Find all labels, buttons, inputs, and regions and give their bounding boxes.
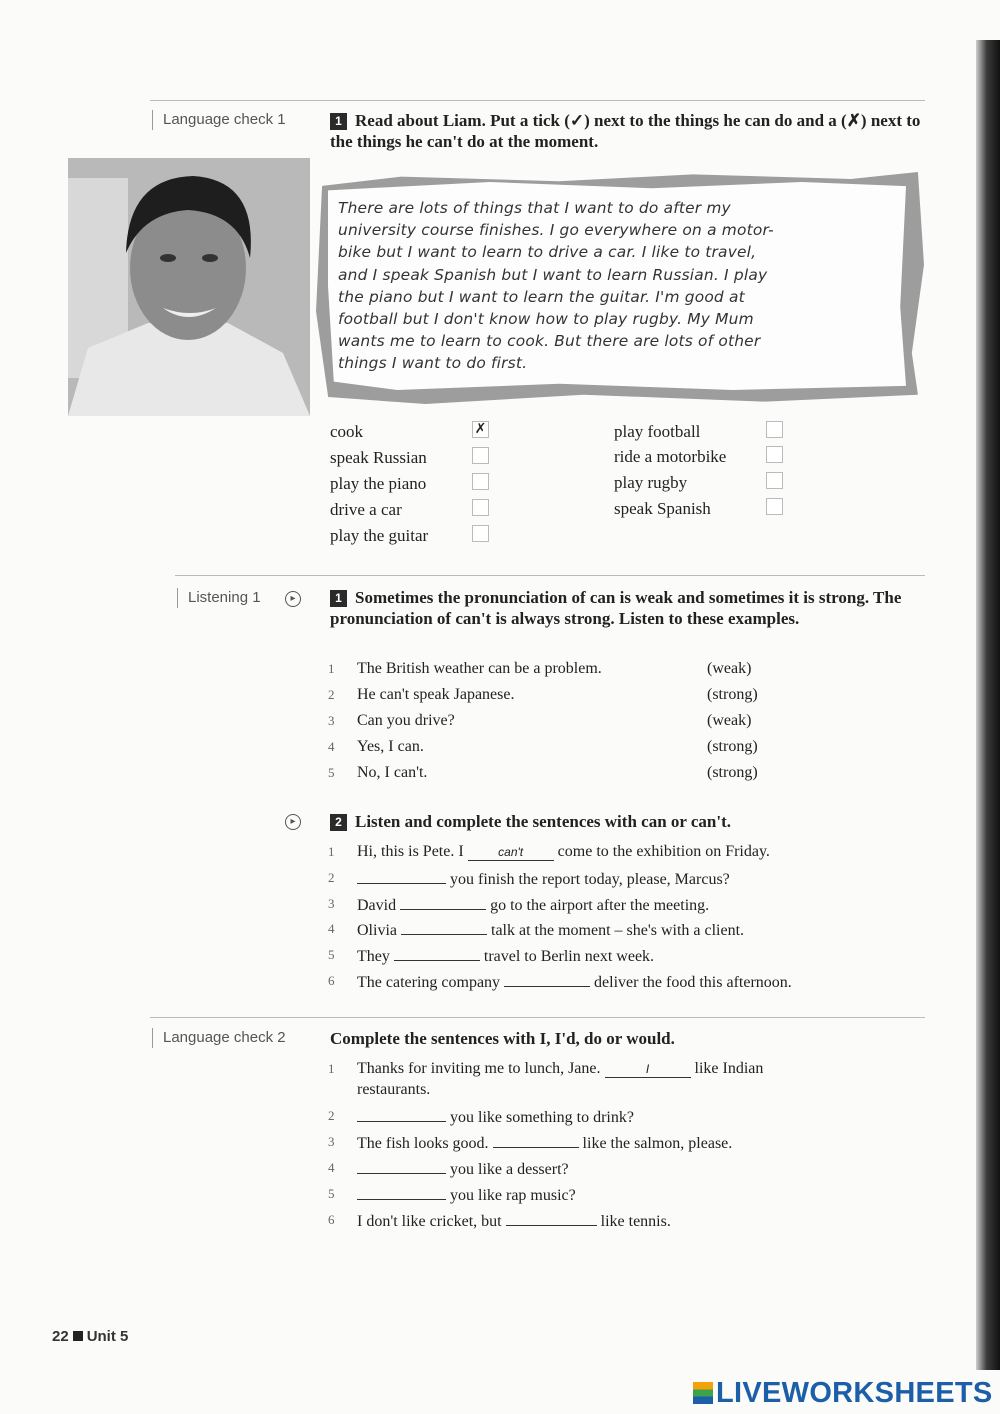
tick-item-label: ride a motorbike [614,447,727,466]
answer-blank[interactable] [400,895,486,910]
tick-item-label: play rugby [614,473,688,492]
liam-handwritten-note: There are lots of things that I want to do after my university course finishes. I go everywhere on a motor- bike but I want to learn to drive a car. I like to travel, and I speak Spanish but I want to learn Russian. I play the piano but I want to learn the guitar. I'm good at football but I don't know how to play rugby. My Mum wants me to learn to cook. But there are lots of other things I want to do first. [338,199,774,373]
answer-blank[interactable] [504,972,590,987]
page-number: 22 [52,1328,69,1345]
tick-box[interactable] [766,472,783,489]
tick-box[interactable] [472,525,489,542]
section-label-language-check-2: Language check 2 [152,1028,286,1048]
tick-box[interactable] [472,499,489,516]
answer-blank[interactable] [493,1133,579,1148]
tick-item-label: drive a car [330,500,402,519]
answer-blank[interactable]: I [605,1063,691,1078]
exercise-instruction-language-check-2: Complete the sentences with I, I'd, do or would. [330,1029,675,1048]
tick-box[interactable] [766,421,783,438]
tick-item-label: play the guitar [330,526,429,545]
exercise-instruction-listening-1: 1 Sometimes the pronunciation of can is weak and sometimes it is strong. The pronunciation of can't is always strong. Listen to these examples. [330,588,902,628]
page-footer [52,1328,128,1345]
answer-blank[interactable] [401,920,487,935]
tick-box[interactable]: ✗ [472,421,489,438]
tick-item-label: speak Russian [330,448,427,467]
tick-item-label: play the piano [330,474,427,493]
answer-blank[interactable] [357,869,446,884]
tick-item-label: speak Spanish [614,499,711,518]
page-binding-shadow [976,40,1000,1370]
answer-blank[interactable]: can't [468,846,554,861]
answer-blank[interactable] [506,1211,597,1226]
tick-item-label: play football [614,422,701,441]
audio-icon[interactable]: ▸ [285,814,301,830]
section-label-listening-1: Listening 1 [177,588,261,608]
exercise-instruction-listening-2: 2 Listen and complete the sentences with can or can't. [330,811,925,832]
unit-label: Unit 5 [86,1328,129,1345]
section-divider [150,1017,925,1018]
section-divider [150,100,925,101]
answer-blank[interactable] [357,1107,446,1122]
exercise-instruction-1: 1 Read about Liam. Put a tick (✓) next to the things he can do and a (✗) next to the things he can't do at the moment. [330,111,921,151]
exercise-number: 1 [330,113,347,130]
tick-box[interactable] [766,446,783,463]
tick-box[interactable] [766,498,783,515]
tick-item-label: cook [330,422,364,441]
section-divider [175,575,925,576]
exercise-number: 1 [330,590,347,607]
audio-icon[interactable]: ▸ [285,591,301,607]
square-bullet-icon [73,1331,83,1341]
answer-blank[interactable] [394,946,480,961]
tick-box[interactable] [472,473,489,490]
exercise-number: 2 [330,814,347,831]
liveworksheets-brand: LIVEWORKSHEETS [693,1377,993,1410]
section-label-language-check-1: Language check 1 [152,110,286,130]
tick-box[interactable] [472,447,489,464]
liveworksheets-logo-icon [693,1382,713,1404]
answer-blank[interactable] [357,1159,446,1174]
answer-blank[interactable] [357,1185,446,1200]
liam-photo [68,158,310,416]
